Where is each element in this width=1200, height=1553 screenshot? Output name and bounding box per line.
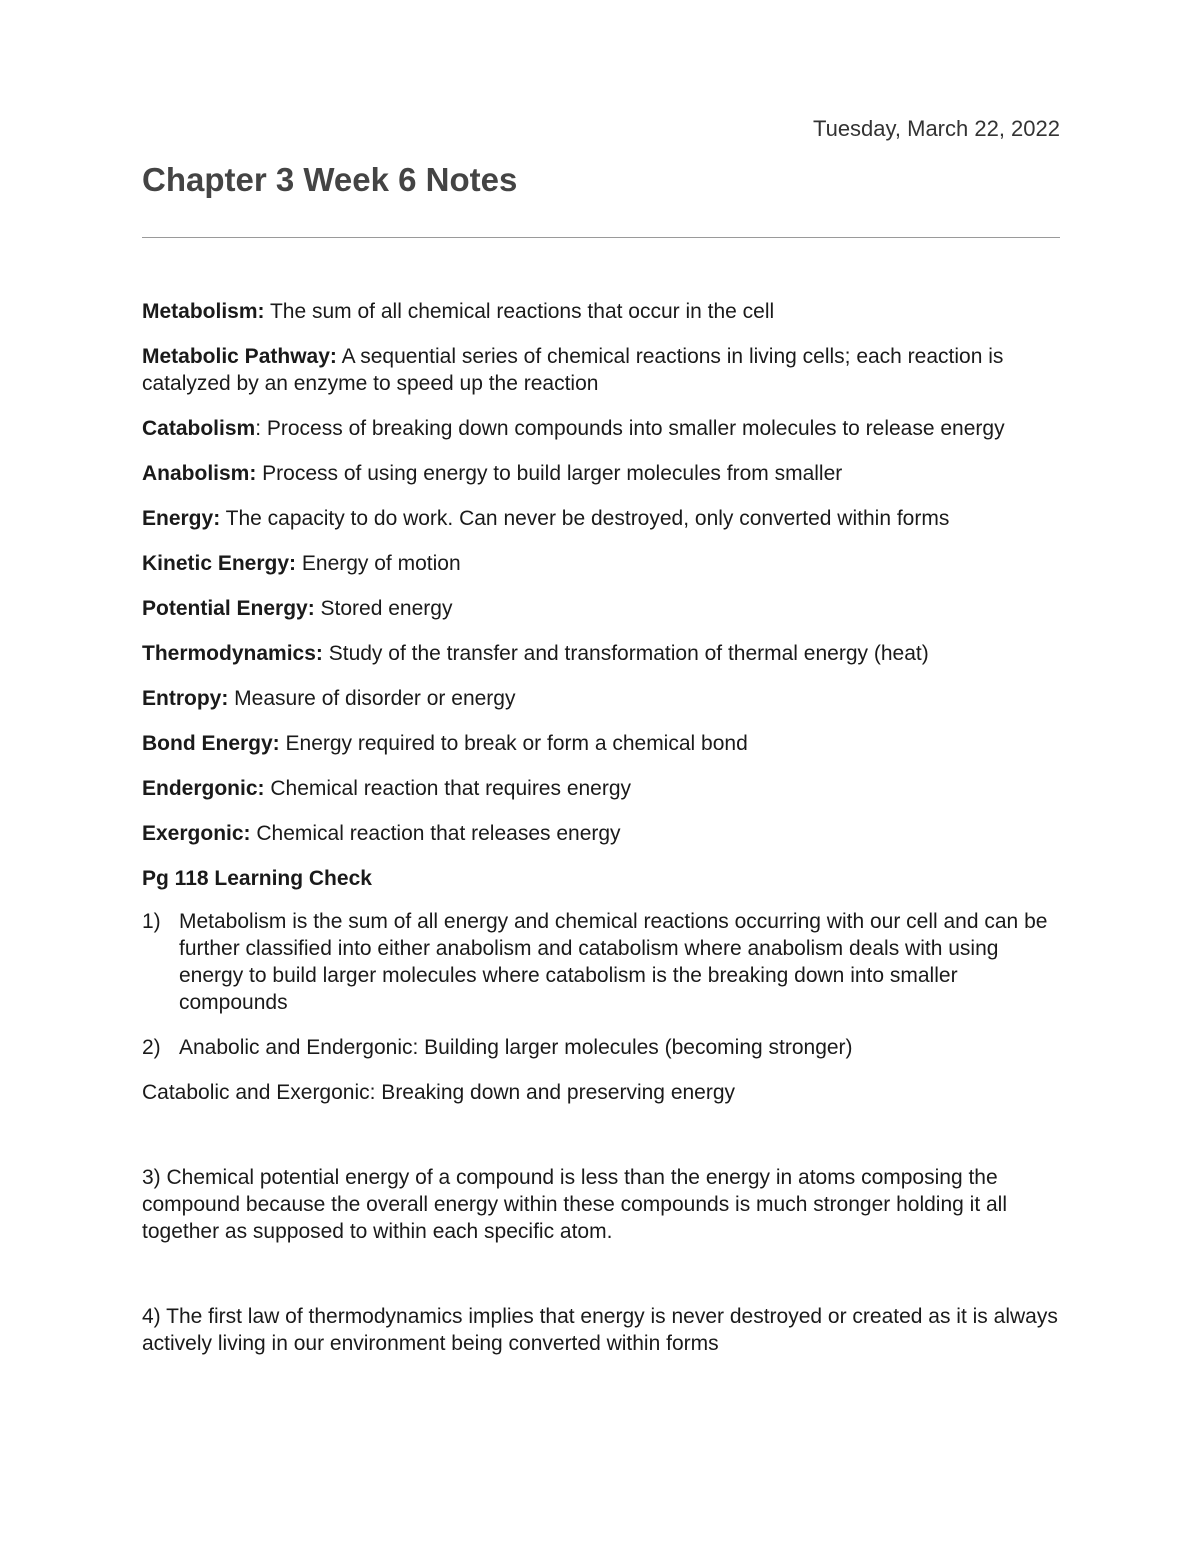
definition-term: Catabolism [142, 417, 256, 440]
definition-term: Entropy: [142, 687, 229, 710]
definition-text: Study of the transfer and transformation of thermal energy (heat) [322, 642, 929, 665]
definition-term: Anabolism: [142, 462, 257, 485]
definition-exergonic [142, 820, 1060, 847]
learning-check-item [142, 908, 1060, 1016]
definition-term: Metabolism: [142, 300, 265, 323]
definition-thermodynamics [142, 640, 1060, 667]
definition-term: Potential Energy: [142, 597, 315, 620]
definition-entropy [142, 685, 1060, 712]
definition-text: Energy of motion [296, 552, 461, 575]
document-date: Tuesday, March 22, 2022 [812, 116, 1060, 141]
definition-term: Thermodynamics: [142, 642, 323, 665]
learning-check-heading: Pg 118 Learning Check [142, 867, 372, 890]
learning-check-answer-3: 3) Chemical potential energy of a compound is less than the energy in atoms composing the compound because the overall energy within these compounds is much stronger holding it all together as supposed to within each specific atom. [142, 1166, 1007, 1243]
definition-catabolism [142, 415, 1060, 442]
definition-text: Chemical reaction that releases energy [250, 822, 621, 845]
definition-term: Endergonic: [142, 777, 265, 800]
item-text: Metabolism is the sum of all energy and chemical reactions occurring with our cell and can be further classified into either anabolism and catabolism where anabolism deals with using energy to build larger molecules where catabolism is the breaking down into smaller compounds [179, 910, 1048, 1014]
definition-term: Kinetic Energy: [142, 552, 297, 575]
definition-energy [142, 505, 1060, 532]
definition-text: The capacity to do work. Can never be destroyed, only converted within forms [220, 507, 950, 530]
definition-metabolism [142, 298, 1060, 325]
item-number: 1) [142, 910, 161, 933]
learning-check-answer-4: 4) The first law of thermodynamics implies that energy is never destroyed or created as it is always actively living in our environment being converted within forms [142, 1305, 1058, 1355]
definition-potential-energy [142, 595, 1060, 622]
definition-anabolism [142, 460, 1060, 487]
definition-term: Metabolic Pathway: [142, 345, 337, 368]
definition-term: Energy: [142, 507, 221, 530]
definition-text: Measure of disorder or energy [228, 687, 516, 710]
definition-text: Chemical reaction that requires energy [264, 777, 632, 800]
definition-text: : Process of breaking down compounds into smaller molecules to release energy [255, 417, 1005, 440]
definition-endergonic [142, 775, 1060, 802]
definition-text: Energy required to break or form a chemical bond [279, 732, 748, 755]
definition-text: The sum of all chemical reactions that occur in the cell [264, 300, 775, 323]
document-title: Chapter 3 Week 6 Notes [142, 161, 518, 198]
definition-metabolic-pathway [142, 343, 1060, 397]
learning-check-item [142, 1034, 1060, 1061]
definition-term: Bond Energy: [142, 732, 280, 755]
definition-text: Stored energy [314, 597, 453, 620]
definition-term: Exergonic: [142, 822, 251, 845]
definition-text: Process of using energy to build larger molecules from smaller [256, 462, 843, 485]
title-divider [142, 237, 1060, 238]
notes-body [142, 298, 1060, 1375]
definition-text: A sequential series of chemical reactions in living cells; each reaction is catalyzed by an enzyme to speed up the reaction [142, 345, 1004, 395]
definition-bond-energy [142, 730, 1060, 757]
item-number: 2) [142, 1036, 161, 1059]
item-text: Anabolic and Endergonic: Building larger molecules (becoming stronger) [179, 1036, 853, 1059]
learning-check-followup: Catabolic and Exergonic: Breaking down and preserving energy [142, 1081, 736, 1104]
definition-kinetic-energy [142, 550, 1060, 577]
